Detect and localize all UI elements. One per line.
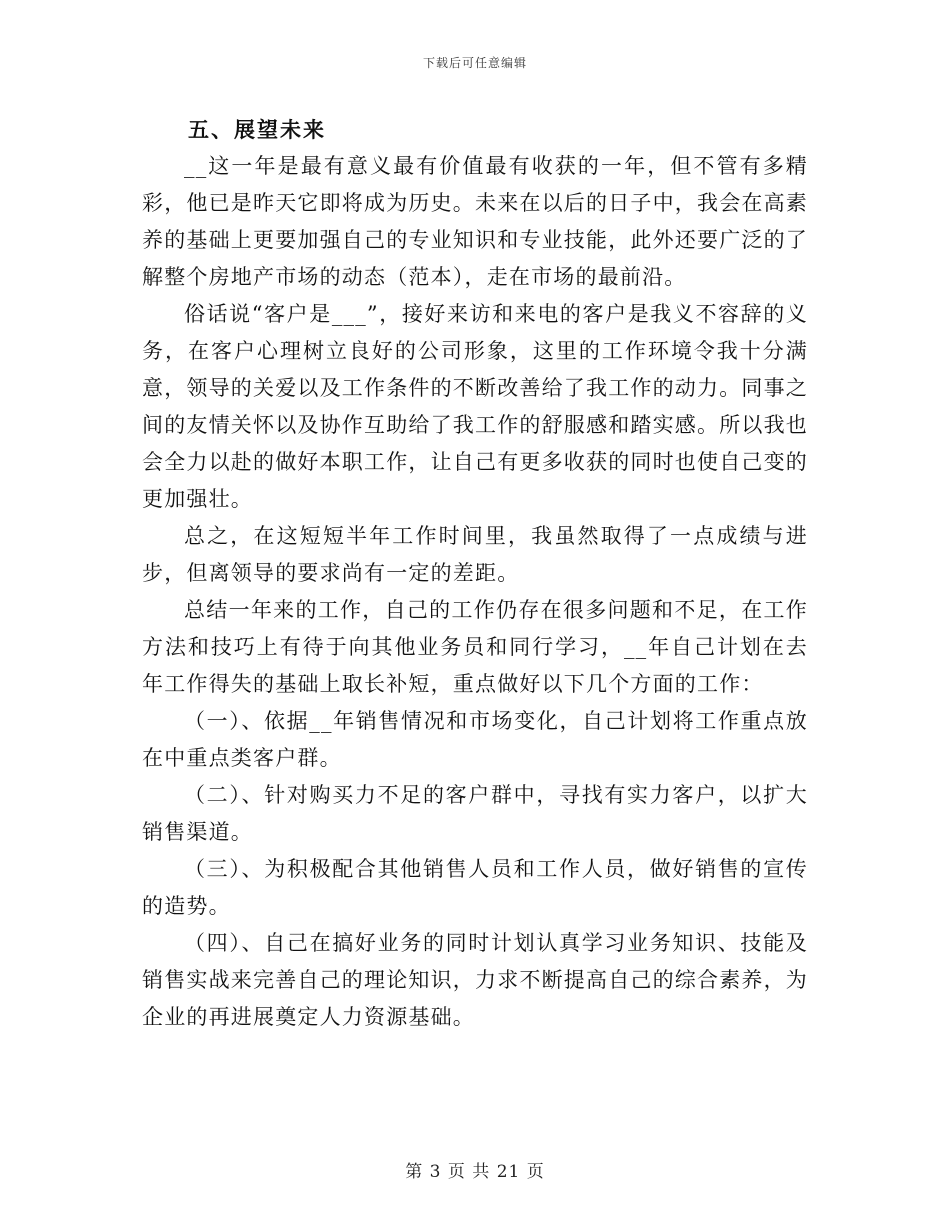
page-number: 第 3 页 共 21 页 <box>405 1162 545 1182</box>
document-body <box>142 112 808 1036</box>
paragraph-outlook: __这一年是最有意义最有价值最有收获的一年，但不管有多精彩，他已是昨天它即将成为历史。未来在以后的日子中，我会在高素养的基础上更要加强自己的专业知识和专业技能，此外还要广泛的了解整个房地产市场的动态（范本），走在市场的最前沿。 <box>142 154 808 289</box>
list-item-2: （二）、针对购买力不足的客户群中，寻找有实力客户，以扩大销售渠道。 <box>142 783 808 844</box>
list-item-3: （三）、为积极配合其他销售人员和工作人员，做好销售的宣传的造势。 <box>142 857 808 918</box>
paragraph-review: 总结一年来的工作，自己的工作仍存在很多问题和不足，在工作方法和技巧上有待于向其他业务员和同行学习，__年自己计划在去年工作得失的基础上取长补短，重点做好以下几个方面的工作： <box>142 598 808 696</box>
paragraph-customer: 俗话说“客户是___”，接好来访和来电的客户是我义不容辞的义务，在客户心理树立良好的公司形象，这里的工作环境令我十分满意，领导的关爱以及工作条件的不断改善给了我工作的动力。同事之间的友情关怀以及协作互助给了我工作的舒服感和踏实感。所以我也会全力以赴的做好本职工作，让自己有更多收获的同时也使自己变的更加强壮。 <box>142 302 808 511</box>
list-item-1: （一）、依据__年销售情况和市场变化，自己计划将工作重点放在中重点类客户群。 <box>142 709 808 770</box>
paragraph-summary: 总之，在这短短半年工作时间里，我虽然取得了一点成绩与进步，但离领导的要求尚有一定的差距。 <box>142 524 808 585</box>
section-title: 五、展望未来 <box>188 118 326 142</box>
header-note: 下载后可任意编辑 <box>422 56 527 70</box>
list-item-4: （四）、自己在搞好业务的同时计划认真学习业务知识、技能及销售实战来完善自己的理论知识，力求不断提高自己的综合素养，为企业的再进展奠定人力资源基础。 <box>142 931 808 1029</box>
